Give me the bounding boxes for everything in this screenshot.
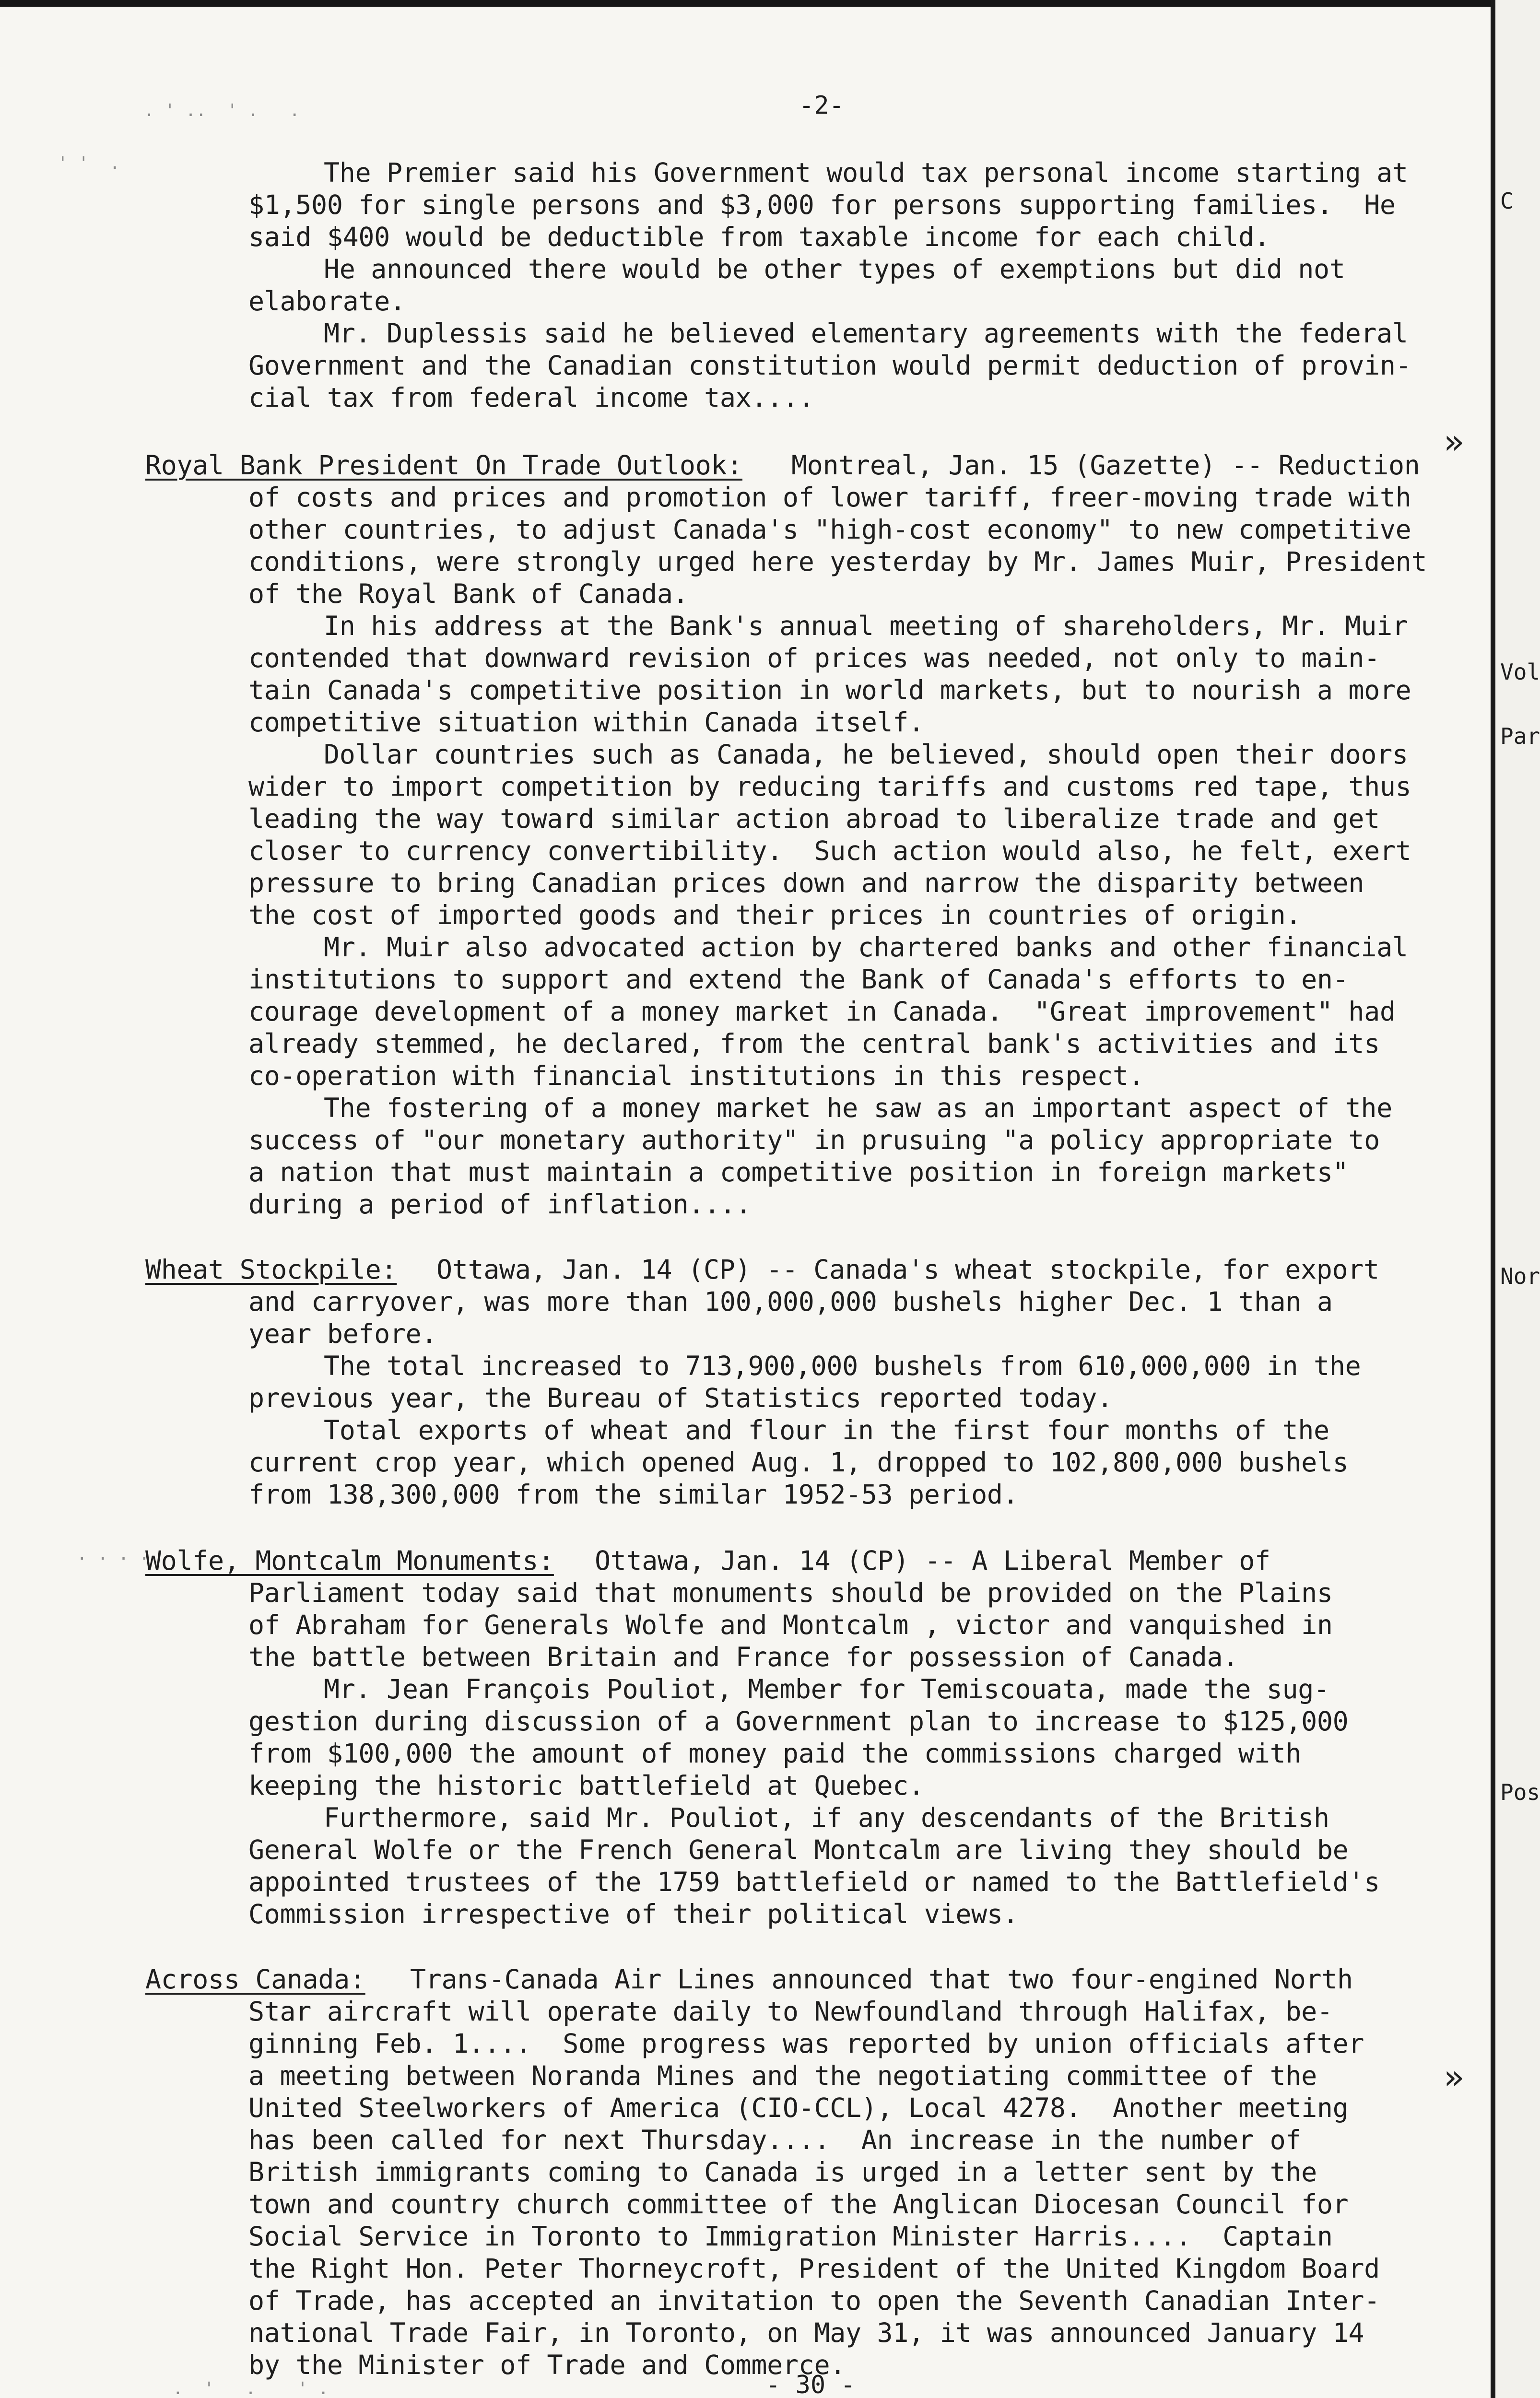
royal-bank-line: already stemmed, he declared, from the central bank's activities and its [248, 1028, 1380, 1059]
wolfe-line: General Wolfe or the French General Montcalm are living they should be [248, 1834, 1349, 1865]
top-border [0, 0, 1540, 7]
royal-bank-line: leading the way toward similar action abroad to liberalize trade and get [248, 803, 1380, 834]
scan-noise: ' ' . [58, 153, 120, 173]
intro-line: The Premier said his Government would tax personal income starting at [324, 157, 1408, 188]
intro-line: Mr. Duplessis said he believed elementary agreements with the federal [324, 318, 1408, 349]
royal-bank-line: pressure to bring Canadian prices down and narrow the disparity between [248, 868, 1364, 898]
across-canada-line: town and country church committee of the Anglican Diocesan Council for [248, 2189, 1349, 2220]
royal-bank-line: Mr. Muir also advocated action by chartered banks and other financial [324, 932, 1408, 963]
wolfe-line: Mr. Jean François Pouliot, Member for Temiscouata, made the sug- [324, 1674, 1329, 1704]
royal-bank-line: of the Royal Bank of Canada. [248, 578, 689, 609]
edge-fragment: Pos [1500, 1779, 1540, 1805]
intro-line: He announced there would be other types of exemptions but did not [324, 254, 1345, 284]
margin-mark: » [1444, 2057, 1464, 2097]
across-canada-line: national Trade Fair, in Toronto, on May 31, it was announced January 14 [248, 2317, 1364, 2348]
royal-bank-line: tain Canada's competitive position in world markets, but to nourish a more [248, 675, 1411, 705]
adjacent-page-margin [1495, 0, 1540, 2398]
wheat-line: current crop year, which opened Aug. 1, dropped to 102,800,000 bushels [248, 1447, 1349, 1478]
edge-fragment: Nor [1500, 1263, 1540, 1289]
royal-bank-line: conditions, were strongly urged here yesterday by Mr. James Muir, President [248, 546, 1427, 577]
across-canada-line: British immigrants coming to Canada is urged in a letter sent by the [248, 2157, 1317, 2187]
royal-bank-line: Dollar countries such as Canada, he believed, should open their doors [324, 739, 1408, 770]
across-canada-heading: Across Canada: [145, 1964, 365, 1995]
royal-bank-line: closer to currency convertibility. Such action would also, he felt, exert [248, 835, 1411, 866]
royal-bank-line: institutions to support and extend the Bank of Canada's efforts to en- [248, 964, 1349, 995]
scan-noise: . . . . [77, 1544, 150, 1564]
wheat-line: Total exports of wheat and flour in the first four months of the [324, 1415, 1329, 1446]
across-canada-line: a meeting between Noranda Mines and the negotiating committee of the [248, 2060, 1317, 2091]
edge-fragment: Par [1500, 723, 1540, 749]
royal-bank-line: the cost of imported goods and their prices in countries of origin. [248, 900, 1302, 930]
wolfe-line: from $100,000 the amount of money paid the commissions charged with [248, 1738, 1302, 1769]
royal-bank-line: success of "our monetary authority" in prusuing "a policy appropriate to [248, 1125, 1380, 1155]
across-canada-line: the Right Hon. Peter Thorneycroft, President of the United Kingdom Board [248, 2253, 1380, 2284]
wheat-line: year before. [248, 1318, 437, 1349]
wolfe-line: Commission irrespective of their political views. [248, 1899, 1019, 1929]
wolfe-line: keeping the historic battlefield at Quebec. [248, 1770, 924, 1801]
royal-bank-line: co-operation with financial institutions in this respect. [248, 1060, 1144, 1091]
across-canada-line: of Trade, has accepted an invitation to open the Seventh Canadian Inter- [248, 2285, 1380, 2316]
royal-bank-line: of costs and prices and promotion of lower tariff, freer-moving trade with [248, 482, 1411, 513]
across-canada-line: United Steelworkers of America (CIO-CCL), Local 4278. Another meeting [248, 2092, 1349, 2123]
royal-bank-line: competitive situation within Canada itself. [248, 707, 924, 738]
wheat-heading: Wheat Stockpile: [145, 1254, 397, 1285]
intro-line: elaborate. [248, 286, 406, 317]
royal-bank-heading: Royal Bank President On Trade Outlook: [145, 450, 742, 481]
wolfe-lead: Ottawa, Jan. 14 (CP) -- A Liberal Member of [595, 1545, 1270, 1576]
page-number-top: -2- [799, 91, 844, 120]
edge-fragment: Vol [1500, 659, 1540, 685]
royal-bank-line: other countries, to adjust Canada's "high-cost economy" to new competitive [248, 514, 1411, 545]
wheat-line: The total increased to 713,900,000 bushels from 610,000,000 in the [324, 1351, 1361, 1381]
royal-bank-line: In his address at the Bank's annual meeting of shareholders, Mr. Muir [324, 611, 1408, 641]
wheat-line: previous year, the Bureau of Statistics reported today. [248, 1383, 1113, 1413]
royal-bank-line: during a period of inflation.... [248, 1189, 752, 1220]
intro-line: Government and the Canadian constitution would permit deduction of provin- [248, 350, 1411, 381]
wolfe-line: Furthermore, said Mr. Pouliot, if any descendants of the British [324, 1802, 1329, 1833]
across-canada-lead: Trans-Canada Air Lines announced that two four-engined North [410, 1964, 1353, 1995]
scan-noise: . ' .. ' . . [144, 101, 300, 120]
across-canada-line: by the Minister of Trade and Commerce. [248, 2350, 846, 2380]
wolfe-line: appointed trustees of the 1759 battlefield or named to the Battlefield's [248, 1867, 1380, 1897]
page-edge-shadow [1491, 0, 1495, 2398]
royal-bank-line: wider to import competition by reducing tariffs and customs red tape, thus [248, 771, 1411, 802]
page-number-bottom: - 30 - [765, 2371, 856, 2398]
across-canada-line: ginning Feb. 1.... Some progress was reported by union officials after [248, 2028, 1364, 2059]
royal-bank-line: contended that downward revision of prices was needed, not only to main- [248, 643, 1380, 673]
wolfe-line: Parliament today said that monuments should be provided on the Plains [248, 1577, 1333, 1608]
wolfe-line: the battle between Britain and France for possession of Canada. [248, 1642, 1239, 1672]
royal-bank-line: a nation that must maintain a competitive position in foreign markets" [248, 1157, 1349, 1187]
wheat-line: from 138,300,000 from the similar 1952-53 period. [248, 1479, 1019, 1510]
royal-bank-line: courage development of a money market in Canada. "Great improvement" had [248, 996, 1396, 1027]
intro-line: cial tax from federal income tax.... [248, 382, 814, 413]
margin-mark: » [1444, 422, 1464, 461]
royal-bank-line: The fostering of a money market he saw as an important aspect of the [324, 1093, 1392, 1123]
royal-bank-lead: Montreal, Jan. 15 (Gazette) -- Reduction [791, 450, 1420, 481]
intro-line: said $400 would be deductible from taxable income for each child. [248, 222, 1270, 252]
wolfe-line: gestion during discussion of a Government plan to increase to $125,000 [248, 1706, 1349, 1737]
wheat-lead: Ottawa, Jan. 14 (CP) -- Canada's wheat stockpile, for export [436, 1254, 1379, 1285]
wheat-line: and carryover, was more than 100,000,000 bushels higher Dec. 1 than a [248, 1286, 1333, 1317]
across-canada-line: Star aircraft will operate daily to Newfoundland through Halifax, be- [248, 1996, 1333, 2027]
across-canada-line: Social Service in Toronto to Immigration Minister Harris.... Captain [248, 2221, 1333, 2252]
wolfe-line: of Abraham for Generals Wolfe and Montcalm , victor and vanquished in [248, 1610, 1333, 1640]
across-canada-line: has been called for next Thursday.... An increase in the number of [248, 2125, 1302, 2155]
intro-line: $1,500 for single persons and $3,000 for persons supporting families. He [248, 189, 1396, 220]
wolfe-heading: Wolfe, Montcalm Monuments: [145, 1545, 554, 1576]
scan-noise: . ' . ' . [173, 2379, 329, 2398]
edge-fragment: C [1500, 188, 1514, 214]
